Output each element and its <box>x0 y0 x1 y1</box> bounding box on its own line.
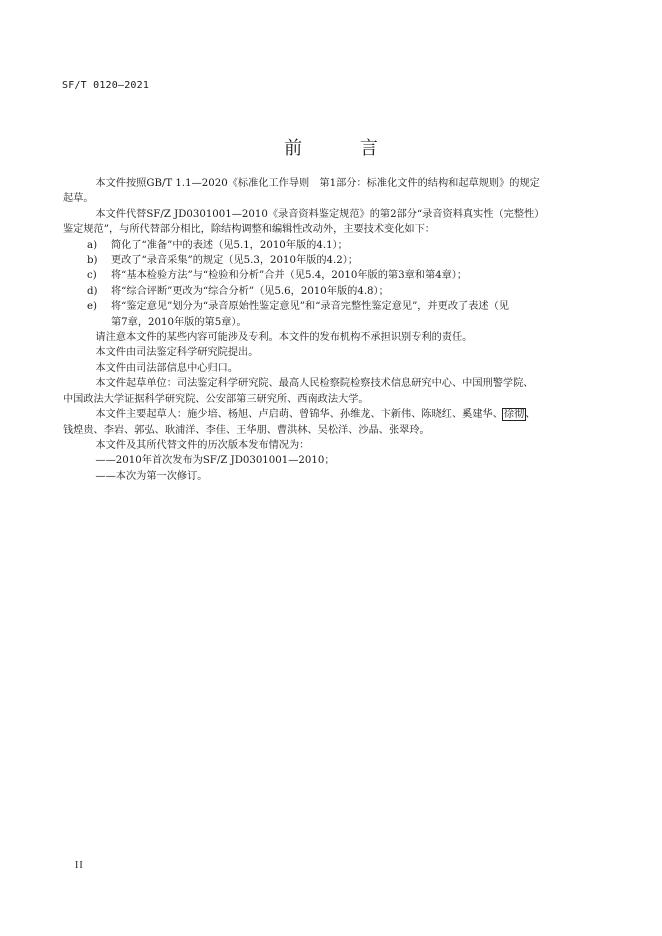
drafters-line-2: 钱煌贵、李岩、郭弘、耿浦洋、李佳、王华朋、曹洪林、吴松洋、沙晶、张翠玲。 <box>63 424 430 436</box>
history-entry-2: ——本次为第一次修订。 <box>95 470 208 482</box>
highlighted-name: 徐彻 <box>503 409 525 421</box>
item-text: 第7章，2010年版的第5章）。 <box>111 316 247 328</box>
drafting-units-line-2: 中国政法大学证据科学研究院、公安部第三研究所、西南政法大学。 <box>63 393 369 405</box>
proposer-statement: 本文件由司法鉴定科学研究院提出。 <box>95 347 259 359</box>
change-item-b <box>75 253 595 268</box>
page-title: 前 言 <box>284 138 404 159</box>
drafting-units-line-1: 本文件起草单位：司法鉴定科学研究院、最高人民检察院检察技术信息研究中心、中国刑警学院、 <box>95 378 534 390</box>
history-entry-1: ——2010年首次发布为SF/Z JD0301001—2010； <box>95 455 335 467</box>
item-label: c) <box>87 270 97 282</box>
centralized-by-statement: 本文件由司法部信息中心归口。 <box>95 362 239 374</box>
paragraph-2-line-1: 本文件代替SF/Z JD0301001—2010《录音资料鉴定规范》的第2部分“录音资料真实性（完整性） <box>95 208 545 220</box>
item-text: 将“鉴定意见”划分为“录音原始性鉴定意见”和“录音完整性鉴定意见”，并更改了表述（见 <box>111 301 509 313</box>
item-label: a) <box>87 239 98 251</box>
drafters-line-1 <box>75 407 595 422</box>
item-text: 将“基本检验方法”与“检验和分析”合并（见5.4，2010年版的第3章和第4章）； <box>111 270 468 282</box>
change-item-d <box>75 284 595 299</box>
item-text: 将“综合评断”更改为“综合分析”（见5.6，2010年版的4.8）； <box>111 285 389 297</box>
paragraph-1-line-1: 本文件按照GB/T 1.1—2020《标准化工作导则 第1部分：标准化文件的结构和起草规则》的规定 <box>95 178 540 189</box>
item-label: d) <box>87 285 98 297</box>
item-text: 简化了“准备”中的表述（见5.1，2010年版的4.1）； <box>111 239 348 251</box>
page-number: II <box>75 860 84 871</box>
foreword-body <box>63 176 595 484</box>
drafters-separator: 、 <box>525 409 536 421</box>
history-intro: 本文件及其所代替文件的历次版本发布情况为： <box>95 439 310 451</box>
item-text: 更改了“录音采集”的规定（见5.3，2010年版的4.2）； <box>111 255 359 267</box>
change-item-e-continued <box>75 315 595 330</box>
patent-notice: 请注意本文件的某些内容可能涉及专利。本文件的发布机构不承担识别专利的责任。 <box>95 332 473 344</box>
change-item-c <box>75 268 595 283</box>
change-item-e <box>75 299 595 314</box>
paragraph-1-line-2: 起草。 <box>63 193 94 205</box>
document-code: SF/T 0120—2021 <box>62 80 150 91</box>
item-label: e) <box>87 301 98 313</box>
paragraph-2-line-2: 鉴定规范”，与所代替部分相比，除结构调整和编辑性改动外，主要技术变化如下： <box>63 224 435 236</box>
change-item-a <box>75 238 595 253</box>
item-label: b) <box>87 255 98 267</box>
drafters-list-text: 本文件主要起草人：施少培、杨旭、卢启萌、曾锦华、孙维龙、卞新伟、陈晓红、奚建华、 <box>95 409 503 421</box>
